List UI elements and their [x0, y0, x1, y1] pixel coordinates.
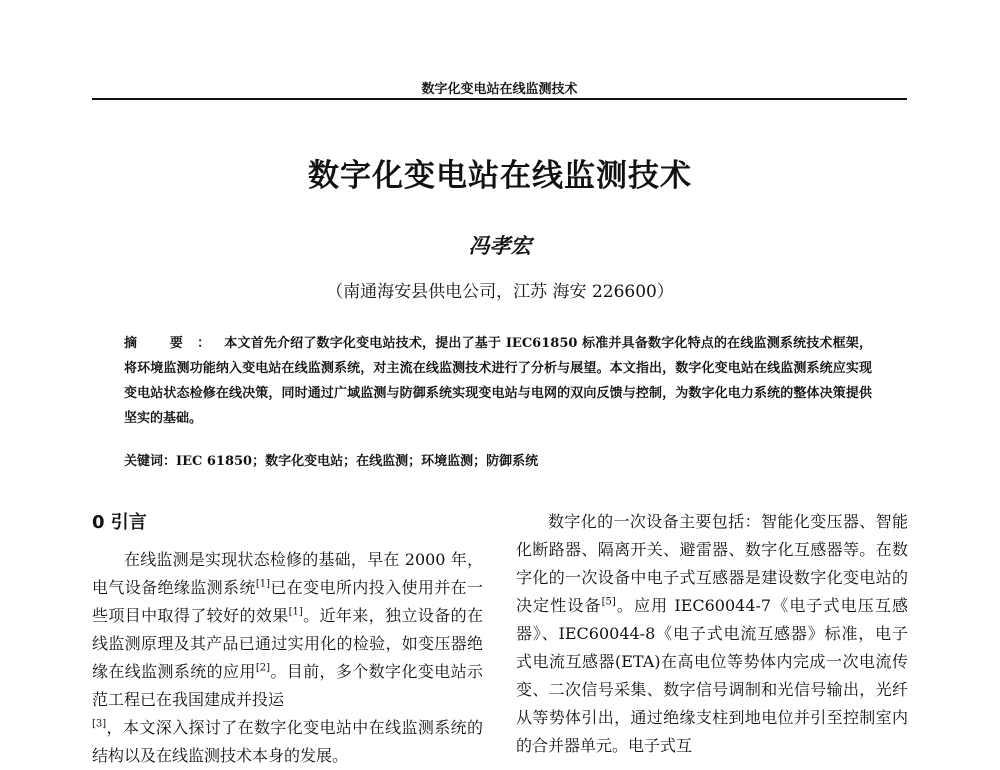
author-affiliation: （南通海安县供电公司，江苏 海安 226600） [326, 282, 674, 302]
paper-title: 数字化变电站在线监测技术 [308, 158, 692, 194]
author-name: 冯孝宏 [468, 233, 532, 258]
header-rule [92, 98, 907, 100]
right-column [516, 508, 908, 760]
text-run: 已在变电所内投入使用并在一些项目中取得了较好的效果 [92, 578, 483, 625]
text-run: 在线监测是实现状态检修的基础，早在 2000 年，电气设备绝缘监测系统 [92, 550, 483, 597]
intro-paragraph [92, 546, 483, 770]
body-paragraph [516, 508, 908, 760]
abstract-label: 摘 要： [124, 336, 225, 351]
text-run: 。目前，多个数字化变电站示范工程已在我国建成并投运 [92, 662, 483, 709]
citation: [3] [92, 718, 107, 730]
keywords [124, 451, 872, 473]
text-run: 。应用 IEC60044-7《电子式电压互感器》、IEC60044-8《电子式电流互感器》标准，电子式电流互感器(ETA)在高电位等势体内完成一次电流传变、二次信号采集、数字信号调制和光信号输出，光纤从等势体引出，通过绝缘支柱到地电位并引至控制室内的合并器单元。电子式互 [516, 596, 908, 755]
text-run: ，本文深入探讨了在数字化变电站中在线监测系统的结构以及在线监测技术本身的发展。 [92, 718, 483, 765]
abstract-text: 本文首先介绍了数字化变电站技术，提出了基于 IEC61850 标准并具备数字化特点的在线监测系统技术框架，将环境监测功能纳入变电站在线监测系统，对主流在线监测技术进行了分析与展望。本文指出，数字化变电站在线监测系统应实现变电站状态检修在线决策，同时通过广域监测与防御系统实现变电站与电网的双向反馈与控制，为数字化电力系统的整体决策提供坚实的基础。 [124, 336, 872, 426]
section-heading-introduction: 0 引言 [92, 512, 147, 533]
keywords-text: IEC 61850；数字化变电站；在线监测；环境监测；防御系统 [176, 454, 539, 469]
citation: [5] [601, 596, 616, 608]
citation: [1] [255, 578, 270, 590]
abstract [124, 331, 872, 431]
keywords-label: 关键词： [124, 454, 177, 469]
left-column [92, 546, 483, 770]
text-run: 。近年来，独立设备的在线监测原理及其产品已通过实用化的检验，如变压器绝缘在线监测系统的应用 [92, 606, 483, 681]
citation: [2] [255, 662, 270, 674]
running-header: 数字化变电站在线监测技术 [421, 82, 578, 97]
text-run: 数字化的一次设备主要包括：智能化变压器、智能化断路器、隔离开关、避雷器、数字化互感器等。在数字化的一次设备中电子式互感器是建设数字化变电站的决定性设备 [516, 512, 908, 615]
citation: [1] [288, 606, 303, 618]
